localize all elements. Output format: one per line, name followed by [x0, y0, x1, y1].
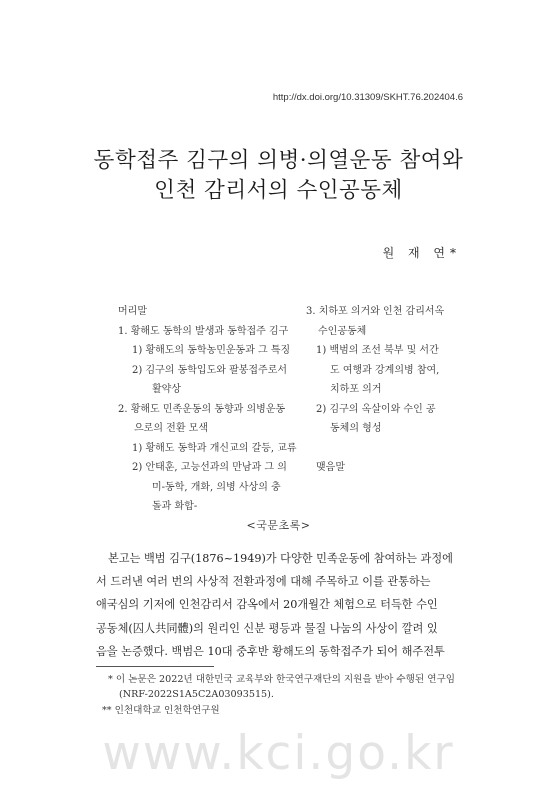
toc-item: 으로의 전환 모색 — [134, 423, 208, 434]
toc-spacer — [306, 439, 456, 458]
toc-item: 1. 황해도 동학의 발생과 동학접주 김구 — [118, 325, 289, 337]
toc-left-column — [118, 302, 298, 517]
toc-item: 동체의 형성 — [330, 423, 382, 434]
toc-item: 활약상 — [152, 384, 181, 395]
abstract-line: 본고는 백범 김구(1876~1949)가 다양한 민족운동에 참여하는 과정에 — [108, 552, 453, 565]
footnote-funding: * 이 논문은 2022년 대한민국 교육부와 한국연구재단의 지원을 받아 수행된 연구임 — [108, 674, 456, 685]
toc-item: 2) 김구의 동학입도와 팔봉접주로서 — [132, 364, 288, 376]
toc-item: 미-동학, 개화, 의병 사상의 충 — [152, 481, 281, 493]
toc-item: 수인공동체 — [318, 325, 367, 337]
paper-title — [0, 146, 557, 206]
toc-item: 2. 황해도 민족운동의 동향과 의병운동 — [118, 403, 286, 415]
toc-item: 맺음말 — [316, 461, 345, 473]
toc-item: 1) 황해도 동학과 개신교의 갈등, 교류 — [132, 442, 297, 454]
toc-item: 2) 김구의 옥살이와 수인 공 — [316, 403, 436, 415]
toc-item: 1) 황해도의 동학농민운동과 그 특징 — [132, 345, 291, 356]
footnote-grant-number: (NRF-2022S1A5C2A03093515). — [119, 689, 274, 700]
footnote-divider — [96, 666, 214, 667]
watermark: www.kci.go.kr — [102, 726, 455, 781]
abstract-body — [96, 547, 462, 663]
footnote-affiliation: ** 인천대학교 인천학연구원 — [102, 705, 220, 716]
toc-right-column — [306, 302, 456, 477]
title-line-2: 인천 감리서의 수인공동체 — [154, 178, 403, 203]
toc-item: 도 여행과 강계의병 참여, — [330, 364, 440, 376]
toc-item: 치하포 의거 — [330, 384, 382, 395]
toc-item: 돌과 화합- — [152, 501, 198, 512]
author-name: 원 재 연* — [382, 246, 461, 260]
abstract-line: 음을 논증했다. 백범은 10대 중후반 황해도의 동학접주가 되어 해주전투 — [96, 644, 445, 658]
toc-item: 머리말 — [118, 306, 147, 317]
toc-item: 2) 안태훈, 고능선과의 만남과 그 의 — [132, 462, 287, 473]
abstract-line: 서 드러낸 여러 번의 사상적 전환과정에 대해 주목하고 이를 관통하는 — [96, 575, 431, 589]
abstract-line: 애국심의 기저에 인천감리서 감옥에서 20개월간 체험으로 터득한 수인 — [96, 598, 438, 612]
title-line-1: 동학접주 김구의 의병·의열운동 참여와 — [93, 148, 464, 173]
toc-item: 3. 치하포 의거와 인천 감리서옥 — [306, 306, 445, 317]
abstract-line: 공동체(囚人共同體)의 원리인 신분 평등과 물질 나눔의 사상이 깔려 있 — [96, 621, 438, 635]
abstract-heading: <국문초록> — [246, 519, 311, 532]
toc-item: 1) 백범의 조선 북부 및 서간 — [316, 345, 439, 356]
doi-link[interactable]: http://dx.doi.org/10.31309/SKHT.76.202404.6 — [272, 92, 463, 103]
